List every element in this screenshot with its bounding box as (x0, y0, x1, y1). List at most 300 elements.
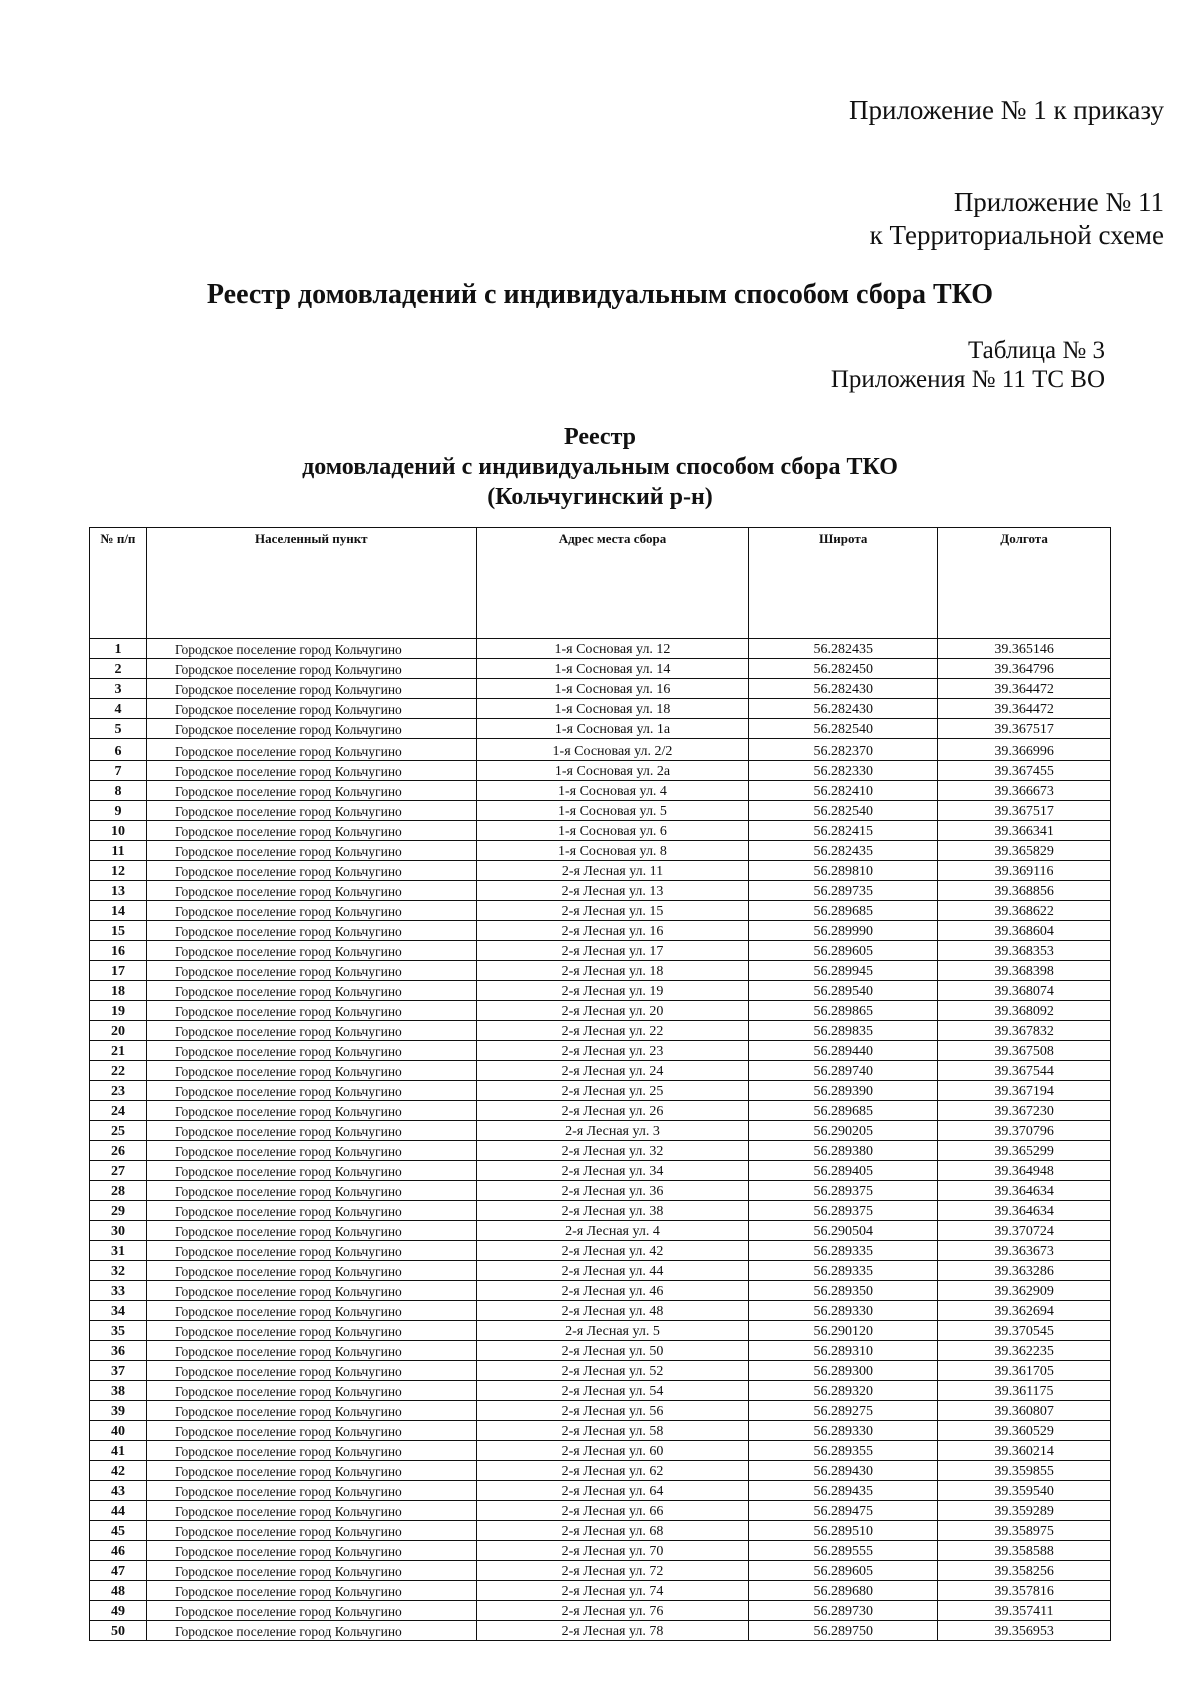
longitude: 39.368622 (938, 901, 1111, 921)
table-row (90, 1401, 1111, 1421)
address: 2-я Лесная ул. 36 (476, 1181, 749, 1201)
row-number: 32 (90, 1261, 147, 1281)
latitude: 56.289680 (749, 1581, 938, 1601)
row-number: 7 (90, 761, 147, 781)
longitude: 39.367230 (938, 1101, 1111, 1121)
longitude: 39.366996 (938, 739, 1111, 761)
settlement: Городское поселение город Кольчугино (146, 961, 476, 981)
row-number: 35 (90, 1321, 147, 1341)
table-row (90, 841, 1111, 861)
table-row (90, 1161, 1111, 1181)
longitude: 39.365299 (938, 1141, 1111, 1161)
longitude: 39.370724 (938, 1221, 1111, 1241)
row-number: 48 (90, 1581, 147, 1601)
latitude: 56.289740 (749, 1061, 938, 1081)
settlement: Городское поселение город Кольчугино (146, 981, 476, 1001)
table-number: Таблица № 3 (967, 337, 1105, 364)
table-row (90, 1261, 1111, 1281)
settlement: Городское поселение город Кольчугино (146, 1061, 476, 1081)
latitude: 56.289440 (749, 1041, 938, 1061)
address: 2-я Лесная ул. 54 (476, 1381, 749, 1401)
row-number: 46 (90, 1541, 147, 1561)
longitude: 39.362694 (938, 1301, 1111, 1321)
row-number: 39 (90, 1401, 147, 1421)
latitude: 56.282430 (749, 679, 938, 699)
row-number: 31 (90, 1241, 147, 1261)
latitude: 56.282540 (749, 801, 938, 821)
address: 2-я Лесная ул. 70 (476, 1541, 749, 1561)
table-row (90, 861, 1111, 881)
col-header-number: № п/п (90, 528, 147, 639)
longitude: 39.367455 (938, 761, 1111, 781)
row-number: 21 (90, 1041, 147, 1061)
address: 1-я Сосновая ул. 2/2 (476, 739, 749, 761)
settlement: Городское поселение город Кольчугино (146, 1561, 476, 1581)
settlement: Городское поселение город Кольчугино (146, 1101, 476, 1121)
latitude: 56.282540 (749, 719, 938, 739)
table-row (90, 1101, 1111, 1121)
settlement: Городское поселение город Кольчугино (146, 801, 476, 821)
col-header-settlement: Населенный пункт (146, 528, 476, 639)
table-appendix-ref: Приложения № 11 ТС ВО (830, 366, 1105, 393)
latitude: 56.289310 (749, 1341, 938, 1361)
latitude: 56.289390 (749, 1081, 938, 1101)
table-row (90, 1461, 1111, 1481)
row-number: 2 (90, 659, 147, 679)
settlement: Городское поселение город Кольчугино (146, 1341, 476, 1361)
settlement: Городское поселение город Кольчугино (146, 1021, 476, 1041)
longitude: 39.367544 (938, 1061, 1111, 1081)
latitude: 56.289375 (749, 1201, 938, 1221)
settlement: Городское поселение город Кольчугино (146, 1421, 476, 1441)
address: 1-я Сосновая ул. 12 (476, 639, 749, 659)
address: 2-я Лесная ул. 78 (476, 1621, 749, 1641)
settlement: Городское поселение город Кольчугино (146, 1581, 476, 1601)
settlement: Городское поселение город Кольчугино (146, 1481, 476, 1501)
address: 1-я Сосновая ул. 18 (476, 699, 749, 719)
table-row (90, 1561, 1111, 1581)
longitude: 39.367508 (938, 1041, 1111, 1061)
address: 1-я Сосновая ул. 16 (476, 679, 749, 699)
table-row (90, 801, 1111, 821)
row-number: 49 (90, 1601, 147, 1621)
table-row (90, 1301, 1111, 1321)
latitude: 56.290120 (749, 1321, 938, 1341)
table-row (90, 981, 1111, 1001)
address: 2-я Лесная ул. 17 (476, 941, 749, 961)
row-number: 17 (90, 961, 147, 981)
registry-title-line-1: Реестр (563, 424, 637, 450)
longitude: 39.365829 (938, 841, 1111, 861)
row-number: 25 (90, 1121, 147, 1141)
latitude: 56.289685 (749, 1101, 938, 1121)
settlement: Городское поселение город Кольчугино (146, 861, 476, 881)
address: 1-я Сосновая ул. 2а (476, 761, 749, 781)
table-row (90, 1621, 1111, 1641)
address: 2-я Лесная ул. 44 (476, 1261, 749, 1281)
row-number: 27 (90, 1161, 147, 1181)
address: 2-я Лесная ул. 3 (476, 1121, 749, 1141)
longitude: 39.367517 (938, 801, 1111, 821)
longitude: 39.361175 (938, 1381, 1111, 1401)
settlement: Городское поселение город Кольчугино (146, 921, 476, 941)
longitude: 39.367194 (938, 1081, 1111, 1101)
table-row (90, 1121, 1111, 1141)
header-row (90, 528, 1111, 639)
longitude: 39.361705 (938, 1361, 1111, 1381)
latitude: 56.289835 (749, 1021, 938, 1041)
latitude: 56.289475 (749, 1501, 938, 1521)
settlement: Городское поселение город Кольчугино (146, 1441, 476, 1461)
settlement: Городское поселение город Кольчугино (146, 1141, 476, 1161)
latitude: 56.289510 (749, 1521, 938, 1541)
latitude: 56.282415 (749, 821, 938, 841)
row-number: 9 (90, 801, 147, 821)
address: 2-я Лесная ул. 46 (476, 1281, 749, 1301)
settlement: Городское поселение город Кольчугино (146, 1601, 476, 1621)
address: 2-я Лесная ул. 24 (476, 1061, 749, 1081)
table-header (90, 528, 1111, 639)
longitude: 39.367832 (938, 1021, 1111, 1041)
table-row (90, 1581, 1111, 1601)
latitude: 56.282450 (749, 659, 938, 679)
table-row (90, 921, 1111, 941)
longitude: 39.362235 (938, 1341, 1111, 1361)
row-number: 30 (90, 1221, 147, 1241)
address: 1-я Сосновая ул. 4 (476, 781, 749, 801)
table-row (90, 1481, 1111, 1501)
table-row (90, 1081, 1111, 1101)
longitude: 39.368398 (938, 961, 1111, 981)
latitude: 56.289605 (749, 941, 938, 961)
latitude: 56.289430 (749, 1461, 938, 1481)
address: 2-я Лесная ул. 72 (476, 1561, 749, 1581)
address: 1-я Сосновая ул. 6 (476, 821, 749, 841)
row-number: 37 (90, 1361, 147, 1381)
settlement: Городское поселение город Кольчугино (146, 1541, 476, 1561)
table-row (90, 781, 1111, 801)
longitude: 39.358975 (938, 1521, 1111, 1541)
address: 2-я Лесная ул. 76 (476, 1601, 749, 1621)
address: 2-я Лесная ул. 16 (476, 921, 749, 941)
table-row (90, 901, 1111, 921)
row-number: 28 (90, 1181, 147, 1201)
address: 2-я Лесная ул. 22 (476, 1021, 749, 1041)
row-number: 16 (90, 941, 147, 961)
row-number: 19 (90, 1001, 147, 1021)
address: 2-я Лесная ул. 68 (476, 1521, 749, 1541)
longitude: 39.366673 (938, 781, 1111, 801)
address: 2-я Лесная ул. 42 (476, 1241, 749, 1261)
address: 2-я Лесная ул. 66 (476, 1501, 749, 1521)
latitude: 56.289375 (749, 1181, 938, 1201)
table-row (90, 1361, 1111, 1381)
settlement: Городское поселение город Кольчугино (146, 1521, 476, 1541)
longitude: 39.357411 (938, 1601, 1111, 1621)
row-number: 18 (90, 981, 147, 1001)
row-number: 12 (90, 861, 147, 881)
longitude: 39.364634 (938, 1201, 1111, 1221)
latitude: 56.289990 (749, 921, 938, 941)
table-row (90, 1421, 1111, 1441)
latitude: 56.289330 (749, 1301, 938, 1321)
longitude: 39.360807 (938, 1401, 1111, 1421)
latitude: 56.289555 (749, 1541, 938, 1561)
address: 1-я Сосновая ул. 5 (476, 801, 749, 821)
settlement: Городское поселение город Кольчугино (146, 1461, 476, 1481)
table-row (90, 1241, 1111, 1261)
address: 2-я Лесная ул. 64 (476, 1481, 749, 1501)
longitude: 39.364948 (938, 1161, 1111, 1181)
row-number: 45 (90, 1521, 147, 1541)
table-row (90, 679, 1111, 699)
appendix-11-heading: Приложение № 11 (953, 187, 1164, 217)
latitude: 56.282430 (749, 699, 938, 719)
settlement: Городское поселение город Кольчугино (146, 1281, 476, 1301)
settlement: Городское поселение город Кольчугино (146, 1161, 476, 1181)
row-number: 44 (90, 1501, 147, 1521)
table-row (90, 881, 1111, 901)
longitude: 39.364634 (938, 1181, 1111, 1201)
address: 2-я Лесная ул. 50 (476, 1341, 749, 1361)
latitude: 56.289945 (749, 961, 938, 981)
table-row (90, 1321, 1111, 1341)
latitude: 56.289810 (749, 861, 938, 881)
longitude: 39.370796 (938, 1121, 1111, 1141)
address: 2-я Лесная ул. 32 (476, 1141, 749, 1161)
table-row (90, 1341, 1111, 1361)
longitude: 39.359540 (938, 1481, 1111, 1501)
settlement: Городское поселение город Кольчугино (146, 1381, 476, 1401)
table-row (90, 1201, 1111, 1221)
table-row (90, 961, 1111, 981)
latitude: 56.289330 (749, 1421, 938, 1441)
address: 2-я Лесная ул. 58 (476, 1421, 749, 1441)
col-header-latitude: Широта (749, 528, 938, 639)
longitude: 39.364796 (938, 659, 1111, 679)
address: 2-я Лесная ул. 62 (476, 1461, 749, 1481)
settlement: Городское поселение город Кольчугино (146, 1201, 476, 1221)
longitude: 39.367517 (938, 719, 1111, 739)
settlement: Городское поселение город Кольчугино (146, 1501, 476, 1521)
address: 1-я Сосновая ул. 14 (476, 659, 749, 679)
latitude: 56.289335 (749, 1261, 938, 1281)
table-row (90, 659, 1111, 679)
settlement: Городское поселение город Кольчугино (146, 699, 476, 719)
settlement: Городское поселение город Кольчугино (146, 659, 476, 679)
latitude: 56.289750 (749, 1621, 938, 1641)
col-header-longitude: Долгота (938, 528, 1111, 639)
row-number: 26 (90, 1141, 147, 1161)
settlement: Городское поселение город Кольчугино (146, 881, 476, 901)
row-number: 10 (90, 821, 147, 841)
longitude: 39.357816 (938, 1581, 1111, 1601)
row-number: 29 (90, 1201, 147, 1221)
table-row (90, 1541, 1111, 1561)
latitude: 56.282330 (749, 761, 938, 781)
table-row (90, 1221, 1111, 1241)
row-number: 41 (90, 1441, 147, 1461)
longitude: 39.360214 (938, 1441, 1111, 1461)
longitude: 39.363286 (938, 1261, 1111, 1281)
address: 1-я Сосновая ул. 8 (476, 841, 749, 861)
row-number: 22 (90, 1061, 147, 1081)
settlement: Городское поселение город Кольчугино (146, 679, 476, 699)
row-number: 13 (90, 881, 147, 901)
table-row (90, 1281, 1111, 1301)
table-row (90, 719, 1111, 739)
settlement: Городское поселение город Кольчугино (146, 1181, 476, 1201)
registry-title-line-2: домовладений с индивидуальным способом сбора ТКО (302, 454, 898, 480)
settlement: Городское поселение город Кольчугино (146, 941, 476, 961)
table-row (90, 941, 1111, 961)
row-number: 1 (90, 639, 147, 659)
settlement: Городское поселение город Кольчугино (146, 781, 476, 801)
longitude: 39.364472 (938, 679, 1111, 699)
longitude: 39.368604 (938, 921, 1111, 941)
latitude: 56.289685 (749, 901, 938, 921)
latitude: 56.289435 (749, 1481, 938, 1501)
longitude: 39.360529 (938, 1421, 1111, 1441)
settlement: Городское поселение город Кольчугино (146, 1261, 476, 1281)
address: 2-я Лесная ул. 26 (476, 1101, 749, 1121)
table-row (90, 1381, 1111, 1401)
row-number: 15 (90, 921, 147, 941)
settlement: Городское поселение город Кольчугино (146, 1001, 476, 1021)
address: 2-я Лесная ул. 4 (476, 1221, 749, 1241)
longitude: 39.364472 (938, 699, 1111, 719)
latitude: 56.289335 (749, 1241, 938, 1261)
latitude: 56.282410 (749, 781, 938, 801)
territorial-scheme-heading: к Территориальной схеме (869, 220, 1164, 250)
address: 2-я Лесная ул. 19 (476, 981, 749, 1001)
settlement: Городское поселение город Кольчугино (146, 1321, 476, 1341)
address: 2-я Лесная ул. 60 (476, 1441, 749, 1461)
row-number: 38 (90, 1381, 147, 1401)
settlement: Городское поселение город Кольчугино (146, 1361, 476, 1381)
longitude: 39.368856 (938, 881, 1111, 901)
longitude: 39.363673 (938, 1241, 1111, 1261)
settlement: Городское поселение город Кольчугино (146, 1301, 476, 1321)
longitude: 39.370545 (938, 1321, 1111, 1341)
latitude: 56.289735 (749, 881, 938, 901)
address: 2-я Лесная ул. 5 (476, 1321, 749, 1341)
address: 2-я Лесная ул. 15 (476, 901, 749, 921)
row-number: 47 (90, 1561, 147, 1581)
address: 2-я Лесная ул. 34 (476, 1161, 749, 1181)
row-number: 43 (90, 1481, 147, 1501)
address: 2-я Лесная ул. 11 (476, 861, 749, 881)
address: 2-я Лесная ул. 38 (476, 1201, 749, 1221)
longitude: 39.358256 (938, 1561, 1111, 1581)
latitude: 56.282370 (749, 739, 938, 761)
settlement: Городское поселение город Кольчугино (146, 1621, 476, 1641)
settlement: Городское поселение город Кольчугино (146, 841, 476, 861)
longitude: 39.356953 (938, 1621, 1111, 1641)
latitude: 56.289275 (749, 1401, 938, 1421)
registry-title-line-3: (Кольчугинский р-н) (487, 484, 713, 510)
latitude: 56.282435 (749, 841, 938, 861)
settlement: Городское поселение город Кольчугино (146, 1081, 476, 1101)
table-row (90, 1441, 1111, 1461)
latitude: 56.289380 (749, 1141, 938, 1161)
settlement: Городское поселение город Кольчугино (146, 1401, 476, 1421)
row-number: 6 (90, 739, 147, 761)
longitude: 39.368353 (938, 941, 1111, 961)
address: 2-я Лесная ул. 20 (476, 1001, 749, 1021)
address: 2-я Лесная ул. 52 (476, 1361, 749, 1381)
row-number: 14 (90, 901, 147, 921)
settlement: Городское поселение город Кольчугино (146, 761, 476, 781)
table-row (90, 1061, 1111, 1081)
settlement: Городское поселение город Кольчугино (146, 821, 476, 841)
longitude: 39.362909 (938, 1281, 1111, 1301)
settlement: Городское поселение город Кольчугино (146, 719, 476, 739)
row-number: 40 (90, 1421, 147, 1441)
latitude: 56.289605 (749, 1561, 938, 1581)
longitude: 39.368074 (938, 981, 1111, 1001)
settlement: Городское поселение город Кольчугино (146, 1121, 476, 1141)
row-number: 34 (90, 1301, 147, 1321)
longitude: 39.368092 (938, 1001, 1111, 1021)
row-number: 50 (90, 1621, 147, 1641)
latitude: 56.282435 (749, 639, 938, 659)
row-number: 20 (90, 1021, 147, 1041)
row-number: 8 (90, 781, 147, 801)
table-row (90, 1601, 1111, 1621)
latitude: 56.290205 (749, 1121, 938, 1141)
latitude: 56.289405 (749, 1161, 938, 1181)
settlement: Городское поселение город Кольчугино (146, 639, 476, 659)
address: 2-я Лесная ул. 48 (476, 1301, 749, 1321)
settlement: Городское поселение город Кольчугино (146, 1241, 476, 1261)
registry-table (89, 527, 1111, 1641)
latitude: 56.289730 (749, 1601, 938, 1621)
table-row (90, 739, 1111, 761)
row-number: 36 (90, 1341, 147, 1361)
address: 1-я Сосновая ул. 1а (476, 719, 749, 739)
table-body (90, 639, 1111, 1641)
row-number: 3 (90, 679, 147, 699)
latitude: 56.289320 (749, 1381, 938, 1401)
settlement: Городское поселение город Кольчугино (146, 739, 476, 761)
settlement: Городское поселение город Кольчугино (146, 1041, 476, 1061)
latitude: 56.289300 (749, 1361, 938, 1381)
latitude: 56.289865 (749, 1001, 938, 1021)
appendix-order-heading: Приложение № 1 к приказу (849, 95, 1164, 125)
address: 2-я Лесная ул. 18 (476, 961, 749, 981)
table-row (90, 1001, 1111, 1021)
table-row (90, 1021, 1111, 1041)
row-number: 5 (90, 719, 147, 739)
address: 2-я Лесная ул. 56 (476, 1401, 749, 1421)
row-number: 24 (90, 1101, 147, 1121)
table-row (90, 1521, 1111, 1541)
settlement: Городское поселение город Кольчугино (146, 901, 476, 921)
row-number: 4 (90, 699, 147, 719)
latitude: 56.289540 (749, 981, 938, 1001)
address: 2-я Лесная ул. 25 (476, 1081, 749, 1101)
longitude: 39.365146 (938, 639, 1111, 659)
page-title: Реестр домовладений с индивидуальным способом сбора ТКО (206, 279, 994, 310)
row-number: 42 (90, 1461, 147, 1481)
col-header-address: Адрес места сбора (476, 528, 749, 639)
longitude: 39.359855 (938, 1461, 1111, 1481)
address: 2-я Лесная ул. 13 (476, 881, 749, 901)
row-number: 33 (90, 1281, 147, 1301)
table-row (90, 1181, 1111, 1201)
row-number: 11 (90, 841, 147, 861)
